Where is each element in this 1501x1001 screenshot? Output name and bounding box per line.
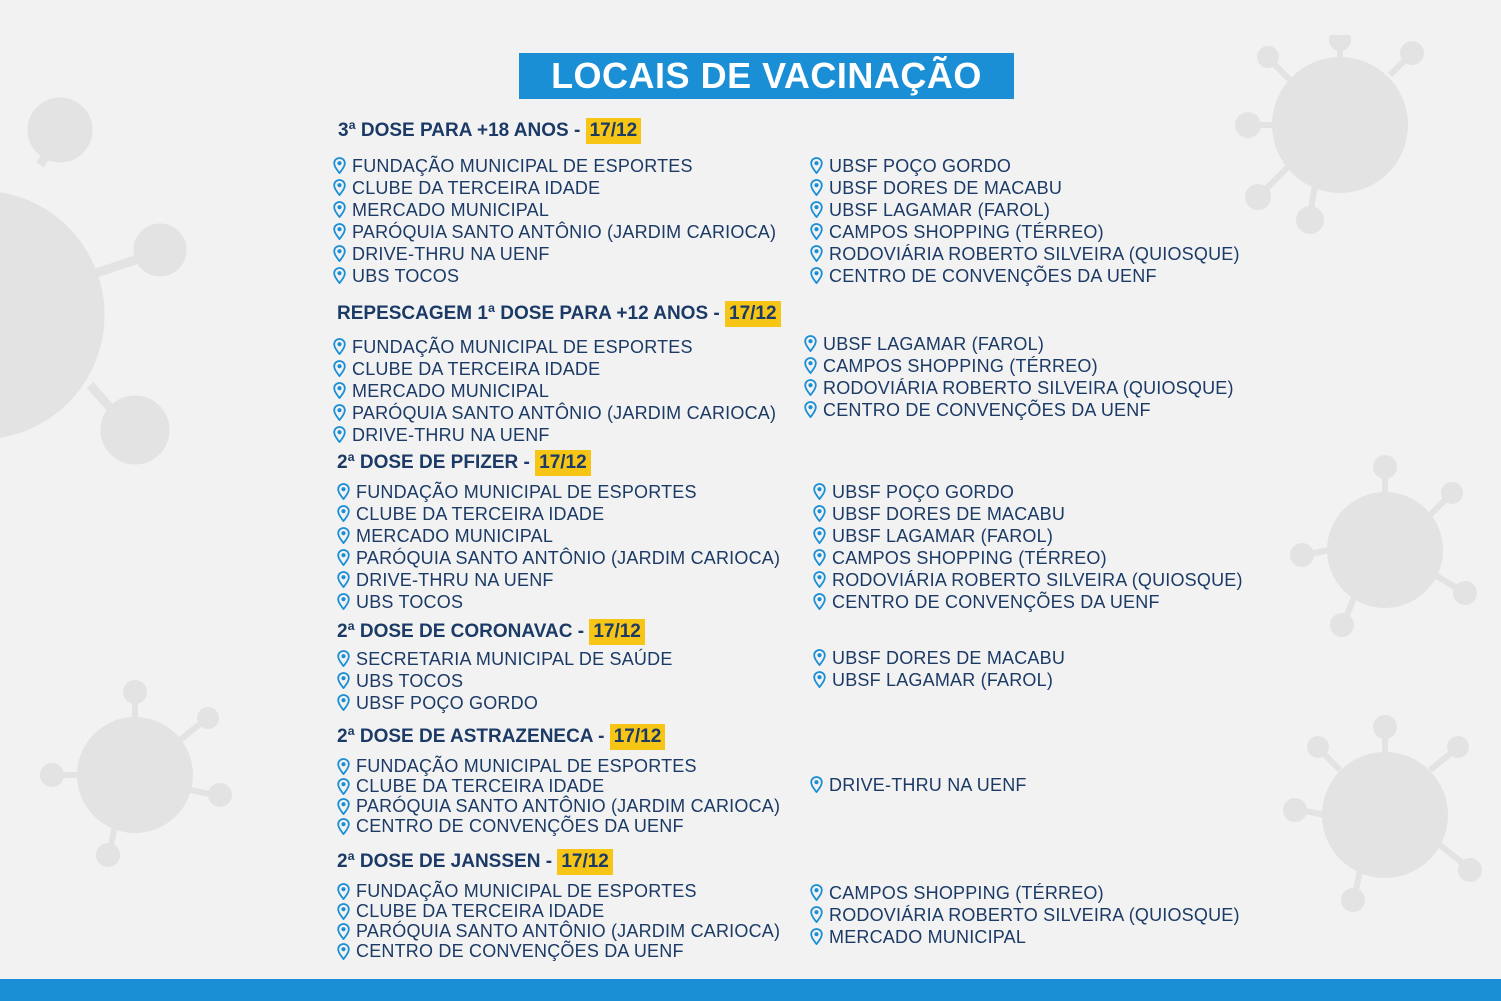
location-item bbox=[812, 669, 1065, 691]
location-label: UBSF LAGAMAR (FAROL) bbox=[832, 526, 1054, 546]
map-pin-icon bbox=[813, 483, 826, 500]
map-pin-icon bbox=[813, 671, 826, 688]
location-label: FUNDAÇÃO MUNICIPAL DE ESPORTES bbox=[356, 881, 697, 901]
location-item bbox=[332, 221, 776, 243]
location-item bbox=[812, 569, 1243, 591]
location-item bbox=[336, 796, 780, 816]
location-item bbox=[809, 882, 1240, 904]
location-item bbox=[336, 756, 780, 776]
virus-icon bbox=[40, 680, 240, 870]
location-label: UBS TOCOS bbox=[356, 671, 464, 691]
map-pin-icon bbox=[810, 245, 823, 262]
location-label: UBS TOCOS bbox=[352, 266, 460, 286]
location-label: CLUBE DA TERCEIRA IDADE bbox=[356, 776, 605, 796]
virus-icon bbox=[1290, 455, 1501, 645]
location-label: DRIVE-THRU NA UENF bbox=[829, 775, 1027, 795]
location-item bbox=[809, 243, 1240, 265]
map-pin-icon bbox=[810, 928, 823, 945]
location-label: CLUBE DA TERCEIRA IDADE bbox=[356, 504, 605, 524]
map-pin-icon bbox=[333, 360, 346, 377]
map-pin-icon bbox=[337, 650, 350, 667]
location-label: DRIVE-THRU NA UENF bbox=[352, 425, 550, 445]
section-heading-astrazeneca bbox=[337, 724, 665, 750]
section-heading-janssen bbox=[337, 849, 613, 875]
map-pin-icon bbox=[813, 527, 826, 544]
location-label: UBSF DORES DE MACABU bbox=[832, 504, 1066, 524]
locations-left bbox=[336, 881, 780, 961]
location-label: CAMPOS SHOPPING (TÉRREO) bbox=[829, 222, 1104, 242]
location-item bbox=[332, 380, 776, 402]
section-heading-coronavac bbox=[337, 619, 645, 645]
map-pin-icon bbox=[810, 223, 823, 240]
map-pin-icon bbox=[333, 404, 346, 421]
location-item bbox=[809, 155, 1240, 177]
location-label: CENTRO DE CONVENÇÕES DA UENF bbox=[356, 941, 684, 961]
map-pin-icon bbox=[337, 593, 350, 610]
date-badge: 17/12 bbox=[589, 619, 645, 645]
location-item bbox=[332, 199, 776, 221]
heading-text: 2ª DOSE DE JANSSEN - bbox=[337, 851, 558, 872]
location-label: UBSF LAGAMAR (FAROL) bbox=[823, 334, 1045, 354]
locations-left bbox=[336, 648, 673, 714]
map-pin-icon bbox=[337, 923, 350, 940]
location-item bbox=[336, 503, 780, 525]
location-item bbox=[336, 941, 780, 961]
map-pin-icon bbox=[810, 267, 823, 284]
location-label: RODOVIÁRIA ROBERTO SILVEIRA (QUIOSQUE) bbox=[829, 244, 1240, 264]
map-pin-icon bbox=[337, 818, 350, 835]
location-label: DRIVE-THRU NA UENF bbox=[352, 244, 550, 264]
map-pin-icon bbox=[337, 483, 350, 500]
location-label: PARÓQUIA SANTO ANTÔNIO (JARDIM CARIOCA) bbox=[352, 222, 777, 242]
location-label: UBSF POÇO GORDO bbox=[356, 693, 539, 713]
date-badge: 17/12 bbox=[586, 118, 642, 144]
location-item bbox=[336, 901, 780, 921]
location-item bbox=[809, 265, 1240, 287]
location-label: FUNDAÇÃO MUNICIPAL DE ESPORTES bbox=[356, 756, 697, 776]
location-label: RODOVIÁRIA ROBERTO SILVEIRA (QUIOSQUE) bbox=[823, 378, 1234, 398]
locations-left bbox=[336, 481, 780, 613]
map-pin-icon bbox=[333, 201, 346, 218]
map-pin-icon bbox=[337, 778, 350, 795]
location-item bbox=[812, 503, 1243, 525]
map-pin-icon bbox=[337, 694, 350, 711]
location-label: CENTRO DE CONVENÇÕES DA UENF bbox=[823, 400, 1151, 420]
location-item bbox=[332, 424, 776, 446]
location-label: PARÓQUIA SANTO ANTÔNIO (JARDIM CARIOCA) bbox=[356, 921, 781, 941]
map-pin-icon bbox=[333, 382, 346, 399]
map-pin-icon bbox=[337, 758, 350, 775]
location-label: CLUBE DA TERCEIRA IDADE bbox=[356, 901, 605, 921]
map-pin-icon bbox=[337, 672, 350, 689]
map-pin-icon bbox=[333, 179, 346, 196]
location-item bbox=[332, 402, 776, 424]
location-item bbox=[336, 692, 673, 714]
virus-icon bbox=[1280, 715, 1501, 915]
map-pin-icon bbox=[333, 223, 346, 240]
section-heading-repescagem bbox=[337, 301, 781, 327]
heading-text: 2ª DOSE DE PFIZER - bbox=[337, 452, 536, 473]
location-item bbox=[336, 670, 673, 692]
location-label: CAMPOS SHOPPING (TÉRREO) bbox=[829, 883, 1104, 903]
map-pin-icon bbox=[337, 571, 350, 588]
location-item bbox=[809, 774, 1027, 796]
location-item bbox=[332, 358, 776, 380]
heading-text: REPESCAGEM 1ª DOSE PARA +12 ANOS - bbox=[337, 303, 725, 324]
location-item bbox=[336, 921, 780, 941]
map-pin-icon bbox=[810, 179, 823, 196]
locations-right bbox=[809, 155, 1240, 287]
date-badge: 17/12 bbox=[557, 849, 613, 875]
location-label: MERCADO MUNICIPAL bbox=[352, 381, 550, 401]
locations-right bbox=[812, 481, 1243, 613]
map-pin-icon bbox=[337, 943, 350, 960]
location-item bbox=[332, 177, 776, 199]
location-label: PARÓQUIA SANTO ANTÔNIO (JARDIM CARIOCA) bbox=[352, 403, 777, 423]
map-pin-icon bbox=[813, 649, 826, 666]
location-item bbox=[336, 481, 780, 503]
location-item bbox=[336, 569, 780, 591]
location-item bbox=[336, 881, 780, 901]
map-pin-icon bbox=[333, 157, 346, 174]
heading-text: 2ª DOSE DE CORONAVAC - bbox=[337, 621, 590, 642]
location-label: RODOVIÁRIA ROBERTO SILVEIRA (QUIOSQUE) bbox=[829, 905, 1240, 925]
location-item bbox=[336, 816, 780, 836]
location-item bbox=[336, 648, 673, 670]
map-pin-icon bbox=[810, 884, 823, 901]
locations-left bbox=[336, 756, 780, 836]
location-item bbox=[332, 265, 776, 287]
map-pin-icon bbox=[333, 426, 346, 443]
location-label: PARÓQUIA SANTO ANTÔNIO (JARDIM CARIOCA) bbox=[356, 796, 781, 816]
heading-text: 3ª DOSE PARA +18 ANOS - bbox=[338, 120, 586, 141]
locations-right bbox=[812, 647, 1065, 691]
location-item bbox=[809, 199, 1240, 221]
map-pin-icon bbox=[813, 571, 826, 588]
location-label: CAMPOS SHOPPING (TÉRREO) bbox=[832, 548, 1107, 568]
location-item bbox=[803, 399, 1234, 421]
locations-right bbox=[809, 774, 1027, 796]
location-label: UBSF LAGAMAR (FAROL) bbox=[829, 200, 1051, 220]
locations-left bbox=[332, 336, 776, 446]
map-pin-icon bbox=[804, 335, 817, 352]
locations-right bbox=[803, 333, 1234, 421]
map-pin-icon bbox=[804, 357, 817, 374]
map-pin-icon bbox=[337, 527, 350, 544]
map-pin-icon bbox=[333, 245, 346, 262]
location-item bbox=[809, 904, 1240, 926]
page-title: LOCAIS DE VACINAÇÃO bbox=[519, 53, 1014, 99]
location-item bbox=[809, 221, 1240, 243]
map-pin-icon bbox=[337, 798, 350, 815]
location-item bbox=[809, 177, 1240, 199]
location-item bbox=[809, 926, 1240, 948]
location-item bbox=[803, 355, 1234, 377]
location-label: UBSF POÇO GORDO bbox=[829, 156, 1012, 176]
location-label: MERCADO MUNICIPAL bbox=[356, 526, 554, 546]
heading-text: 2ª DOSE DE ASTRAZENECA - bbox=[337, 726, 610, 747]
location-label: FUNDAÇÃO MUNICIPAL DE ESPORTES bbox=[352, 156, 693, 176]
locations-left bbox=[332, 155, 776, 287]
location-item bbox=[812, 647, 1065, 669]
location-item bbox=[332, 155, 776, 177]
location-item bbox=[336, 591, 780, 613]
location-label: MERCADO MUNICIPAL bbox=[352, 200, 550, 220]
map-pin-icon bbox=[333, 338, 346, 355]
location-item bbox=[812, 591, 1243, 613]
location-label: CENTRO DE CONVENÇÕES DA UENF bbox=[832, 592, 1160, 612]
location-label: UBSF DORES DE MACABU bbox=[829, 178, 1063, 198]
location-label: UBS TOCOS bbox=[356, 592, 464, 612]
map-pin-icon bbox=[810, 906, 823, 923]
map-pin-icon bbox=[337, 883, 350, 900]
map-pin-icon bbox=[810, 201, 823, 218]
date-badge: 17/12 bbox=[535, 450, 591, 476]
date-badge: 17/12 bbox=[725, 301, 781, 327]
location-label: UBSF DORES DE MACABU bbox=[832, 648, 1066, 668]
section-heading-pfizer bbox=[337, 450, 591, 476]
map-pin-icon bbox=[337, 903, 350, 920]
map-pin-icon bbox=[810, 776, 823, 793]
locations-right bbox=[809, 882, 1240, 948]
location-item bbox=[332, 336, 776, 358]
map-pin-icon bbox=[810, 157, 823, 174]
virus-icon bbox=[0, 55, 200, 475]
location-label: FUNDAÇÃO MUNICIPAL DE ESPORTES bbox=[352, 337, 693, 357]
map-pin-icon bbox=[333, 267, 346, 284]
location-label: CENTRO DE CONVENÇÕES DA UENF bbox=[829, 266, 1157, 286]
location-label: UBSF POÇO GORDO bbox=[832, 482, 1015, 502]
map-pin-icon bbox=[804, 379, 817, 396]
location-item bbox=[812, 481, 1243, 503]
location-label: CENTRO DE CONVENÇÕES DA UENF bbox=[356, 816, 684, 836]
location-item bbox=[812, 525, 1243, 547]
footer-bar bbox=[0, 979, 1501, 1001]
location-label: UBSF LAGAMAR (FAROL) bbox=[832, 670, 1054, 690]
location-label: DRIVE-THRU NA UENF bbox=[356, 570, 554, 590]
location-label: CLUBE DA TERCEIRA IDADE bbox=[352, 359, 601, 379]
location-label: PARÓQUIA SANTO ANTÔNIO (JARDIM CARIOCA) bbox=[356, 548, 781, 568]
location-label: CAMPOS SHOPPING (TÉRREO) bbox=[823, 356, 1098, 376]
location-item bbox=[336, 525, 780, 547]
map-pin-icon bbox=[813, 593, 826, 610]
map-pin-icon bbox=[813, 505, 826, 522]
location-label: SECRETARIA MUNICIPAL DE SAÚDE bbox=[356, 649, 673, 669]
location-item bbox=[336, 776, 780, 796]
location-label: RODOVIÁRIA ROBERTO SILVEIRA (QUIOSQUE) bbox=[832, 570, 1243, 590]
location-item bbox=[332, 243, 776, 265]
location-item bbox=[336, 547, 780, 569]
location-item bbox=[803, 377, 1234, 399]
map-pin-icon bbox=[804, 401, 817, 418]
date-badge: 17/12 bbox=[610, 724, 666, 750]
location-label: FUNDAÇÃO MUNICIPAL DE ESPORTES bbox=[356, 482, 697, 502]
location-item bbox=[812, 547, 1243, 569]
location-item bbox=[803, 333, 1234, 355]
virus-icon bbox=[1230, 35, 1430, 235]
map-pin-icon bbox=[337, 505, 350, 522]
location-label: MERCADO MUNICIPAL bbox=[829, 927, 1027, 947]
section-heading-3a-dose bbox=[338, 118, 641, 144]
map-pin-icon bbox=[813, 549, 826, 566]
location-label: CLUBE DA TERCEIRA IDADE bbox=[352, 178, 601, 198]
map-pin-icon bbox=[337, 549, 350, 566]
